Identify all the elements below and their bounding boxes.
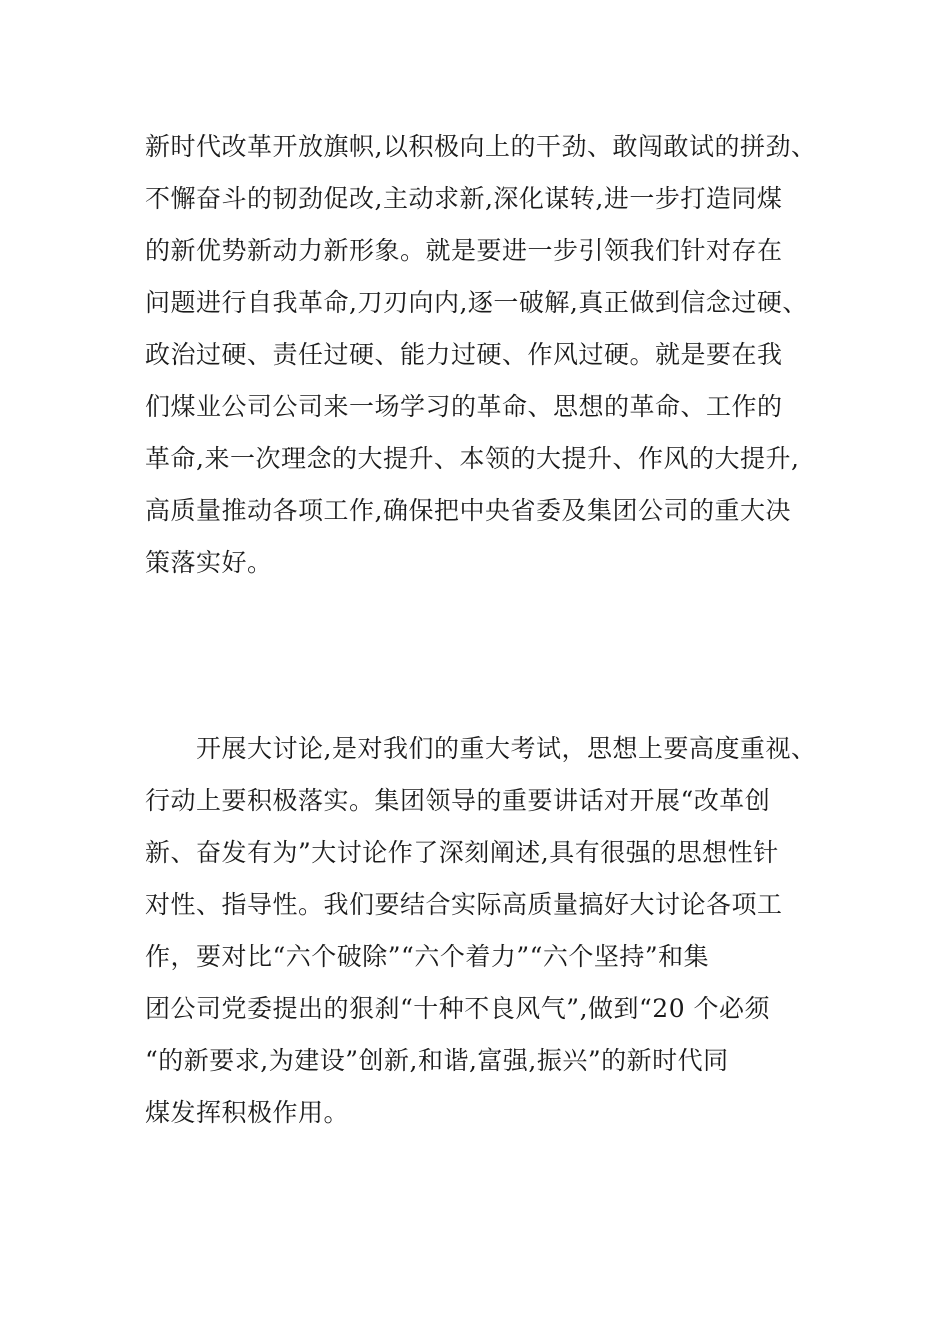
text-line: 新时代改革开放旗帜,以积极向上的干劲、敢闯敢试的拼劲、 (145, 132, 817, 161)
text-line: 团公司党委提出的狠刹“十种不良风气”,做到“20 个必须 (145, 994, 771, 1023)
text-line: 们煤业公司公司来一场学习的革命、思想的革命、工作的 (145, 392, 783, 421)
text-line: 开展大讨论,是对我们的重大考试，思想上要高度重视、 (145, 734, 817, 763)
text-line: 不懈奋斗的韧劲促改,主动求新,深化谋转,进一步打造同煤 (145, 184, 783, 213)
text-line: 对性、指导性。我们要结合实际高质量搞好大讨论各项工 (145, 890, 783, 919)
paragraph-2 (145, 723, 817, 1139)
text-line: 新、奋发有为”大讨论作了深刻阐述,具有很强的思想性针 (145, 838, 779, 867)
text-line: 策落实好。 (145, 548, 273, 577)
text-line: 问题进行自我革命,刀刃向内,逐一破解,真正做到信念过硬、 (145, 288, 808, 317)
text-line: 高质量推动各项工作,确保把中央省委及集团公司的重大决 (145, 496, 791, 525)
paragraph-1 (145, 121, 817, 589)
text-line: 作，要对比“六个破除”“六个着力”“六个坚持”和集 (145, 942, 710, 971)
text-line: “的新要求,为建设”创新,和谐,富强,振兴”的新时代同 (145, 1046, 729, 1075)
text-line: 政治过硬、责任过硬、能力过硬、作风过硬。就是要在我 (145, 340, 783, 369)
text-line: 行动上要积极落实。集团领导的重要讲话对开展“改革创 (145, 786, 771, 815)
text-line: 的新优势新动力新形象。就是要进一步引领我们针对存在 (145, 236, 783, 265)
text-line: 革命,来一次理念的大提升、本领的大提升、作风的大提升, (145, 444, 800, 473)
text-line: 煤发挥积极作用。 (145, 1098, 350, 1127)
